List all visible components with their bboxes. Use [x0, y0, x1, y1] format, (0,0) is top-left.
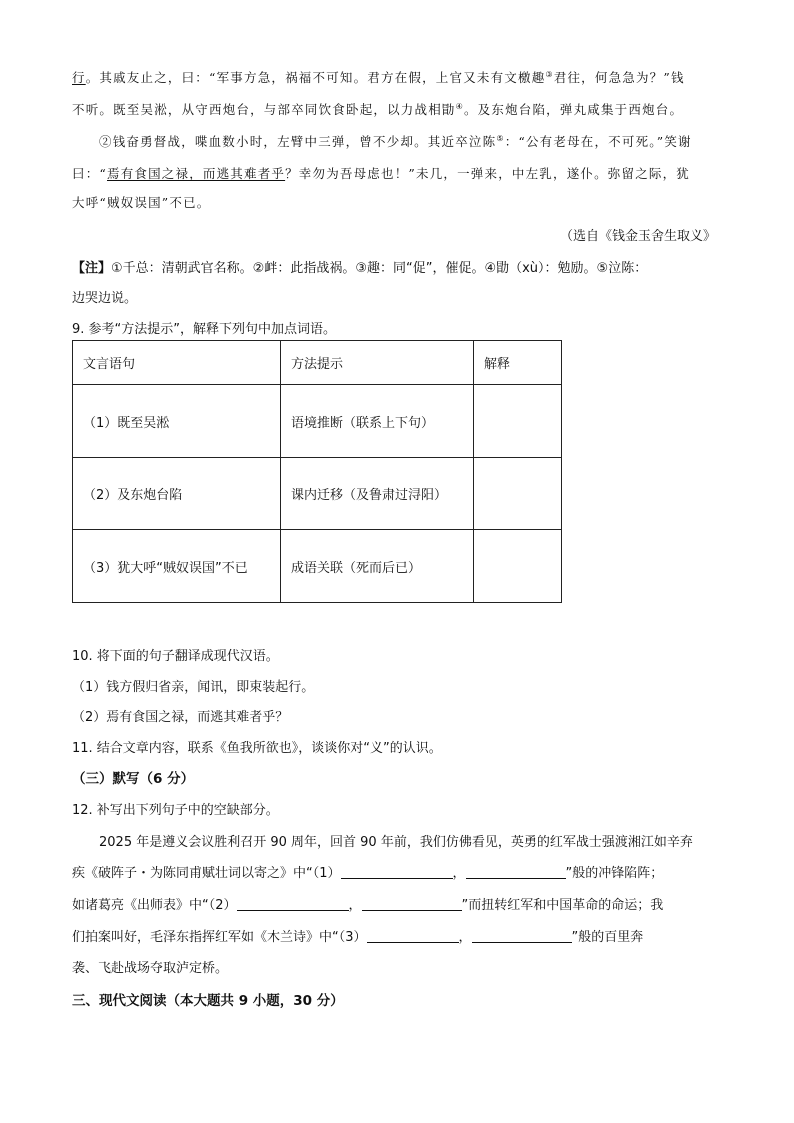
- question-10-item-2: （2）焉有食国之禄，而逃其难者乎？: [72, 710, 289, 725]
- table-cell-sentence: （2）及东炮台陷: [73, 458, 281, 530]
- passage-line-1: 行。其戚友止之，曰：“军事方急，祸福不可知。君方在假，上官又未有文檄趣③君往，何急急为？”钱: [72, 69, 685, 85]
- question-12-line-4: 们拍案叫好，毛泽东指挥红军如《木兰诗》中“（3） ， ”般的百里奔: [72, 930, 644, 945]
- blank-3b[interactable]: [472, 928, 572, 943]
- table-cell-method: 语境推断（联系上下句）: [281, 385, 474, 458]
- question-12-line-2: 疾《破阵子・为陈同甫赋壮词以寄之》中“（1） ， ”般的冲锋陷阵；: [72, 866, 664, 881]
- table-cell-answer[interactable]: [474, 458, 562, 530]
- question-9-prompt: 9. 参考“方法提示”，解释下列句中加点词语。: [72, 322, 337, 337]
- table-header-cell: 方法提示: [281, 341, 474, 385]
- table-row: [73, 530, 562, 603]
- question-12-prompt: 12. 补写出下列句子中的空缺部分。: [72, 803, 279, 818]
- table-row: [73, 385, 562, 458]
- blank-1b[interactable]: [466, 864, 566, 879]
- question-12-line-5: 袭、飞赴战场夺取泸定桥。: [72, 961, 229, 976]
- table-header-cell: 文言语句: [73, 341, 281, 385]
- question-12-line-1: 2025 年是遵义会议胜利召开 90 周年，回首 90 年前，我们仿佛看见，英勇的红军战士强渡湘江如辛弃: [99, 835, 693, 850]
- table-header-row: [73, 341, 562, 385]
- footnote-marker: ④: [455, 101, 464, 111]
- table-cell-method: 成语关联（死而后已）: [281, 530, 474, 603]
- method-table: [72, 340, 562, 603]
- passage-line-5: 大呼“贼奴误国”不已。: [72, 195, 211, 210]
- footnote-marker: ⑤: [496, 133, 505, 143]
- question-10-item-1: （1）钱方假归省亲，闻讯，即束装起行。: [72, 680, 315, 695]
- section-heading-modern-reading: 三、现代文阅读（本大题共 9 小题，30 分）: [72, 993, 344, 1009]
- blank-1a[interactable]: [341, 864, 453, 879]
- footnote-marker: ③: [545, 69, 554, 79]
- note-line-1: 【注】①千总：清朝武官名称。②衅：此指战祸。③趣：同“促”，催促。④勖（xù）：勉励。⑤泣陈：: [72, 261, 648, 276]
- passage-line-2: 不听。既至吴淞，从守西炮台，与部卒同饮食卧起，以力战相勖④。及东炮台陷，弹丸咸集于西炮台。: [72, 101, 684, 117]
- note-line-2: 边哭边说。: [72, 291, 138, 306]
- table-cell-sentence: （1）既至吴淞: [73, 385, 281, 458]
- blank-2b[interactable]: [362, 896, 462, 911]
- question-10-prompt: 10. 将下面的句子翻译成现代汉语。: [72, 649, 279, 664]
- table-cell-answer[interactable]: [474, 385, 562, 458]
- question-12-line-3: 如诸葛亮《出师表》中“（2） ， ”而扭转红军和中国革命的命运；我: [72, 898, 664, 913]
- passage-line-3: ②钱奋勇督战，喋血数小时，左臂中三弹，曾不少却。其近卒泣陈⑤：“公有老母在，不可死。”笑谢: [99, 133, 692, 149]
- underlined-char: 行: [72, 70, 86, 85]
- table-cell-answer[interactable]: [474, 530, 562, 603]
- table-cell-sentence: （3）犹大呼“贼奴误国”不已: [73, 530, 281, 603]
- note-label: 【注】: [72, 261, 112, 276]
- underlined-sentence: 焉有食国之禄，而逃其难者乎: [107, 166, 286, 181]
- passage-line-4: 曰：“焉有食国之禄，而逃其难者乎？幸勿为吾母虑也！”未几，一弹来，中左乳，遂仆。弥留之际，犹: [72, 166, 691, 181]
- table-header-cell: 解释: [474, 341, 562, 385]
- blank-2a[interactable]: [237, 896, 349, 911]
- question-11-prompt: 11. 结合文章内容，联系《鱼我所欲也》，谈谈你对“义”的认识。: [72, 741, 442, 756]
- passage-source: （选自《钱金玉舍生取义》: [559, 229, 716, 244]
- blank-3a[interactable]: [367, 928, 459, 943]
- section-heading-dictation: （三）默写（6 分）: [72, 771, 195, 787]
- table-cell-method: 课内迁移（及鲁肃过浔阳）: [281, 458, 474, 530]
- table-row: [73, 458, 562, 530]
